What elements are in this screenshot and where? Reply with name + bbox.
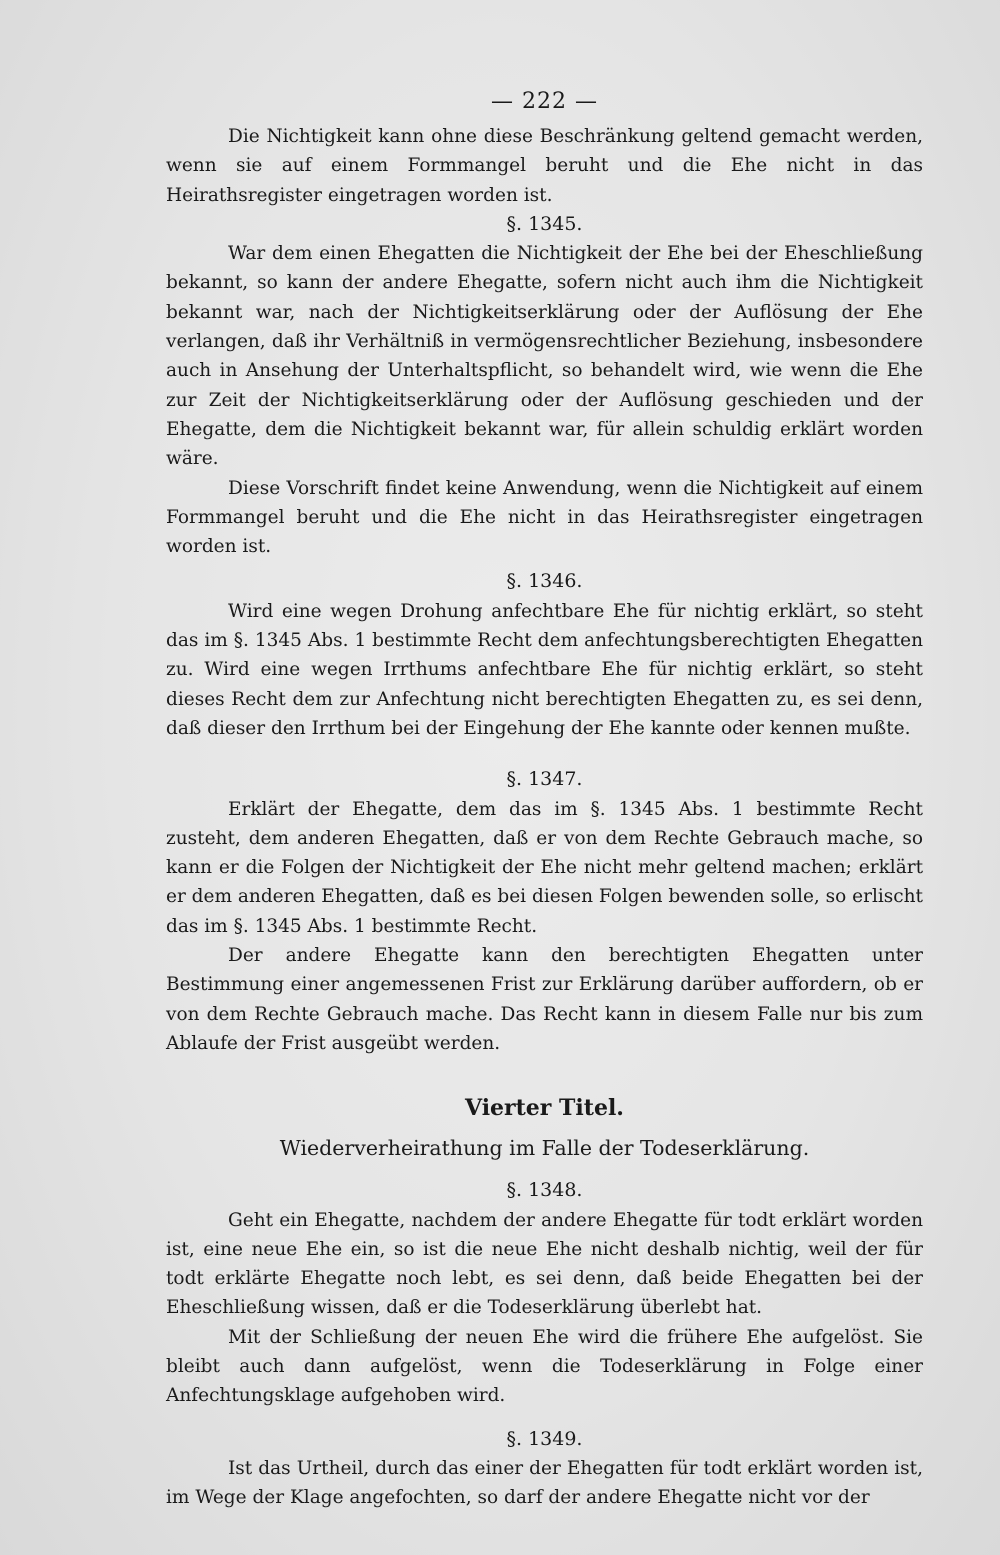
page-number: — 222 — (491, 89, 598, 114)
section-heading-1346: §. 1346. (506, 570, 583, 593)
section-1348-paragraph-2: Mit der Schließung der neuen Ehe wird die frühere Ehe aufgelöst. Sie bleibt auch dann aufgelöst, wenn die Todeserklärung in Folge einer Anfechtungsklage aufgehoben wird. (166, 1326, 923, 1407)
section-heading-1347: §. 1347. (506, 768, 583, 791)
section-1348-paragraph-1: Geht ein Ehegatte, nachdem der andere Ehegatte für todt erklärt worden ist, eine neue Ehe ein, so ist die neue Ehe nicht deshalb nichtig, weil der für todt erklärte Ehegatte noch lebt, es sei denn, daß beide Ehegatten bei der Eheschließung wissen, daß er die Todeserklärung überlebt hat. (166, 1209, 923, 1319)
section-1346-paragraph-1: Wird eine wegen Drohung anfechtbare Ehe für nichtig erklärt, so steht das im §. 1345 Abs. 1 bestimmte Recht dem anfechtungsberechtigten Ehegatten zu. Wird eine wegen Irrthums anfechtbare Ehe für nichtig erklärt, so steht dieses Recht dem zur Anfechtung nicht berechtigten Ehegatten zu, es sei denn, daß dieser den Irrthum bei der Eingehung der Ehe kannte oder kennen mußte. (166, 600, 923, 739)
intro-paragraph: Die Nichtigkeit kann ohne diese Beschränkung geltend gemacht werden, wenn sie auf einem Formmangel beruht und die Ehe nicht in das Heirathsregister eingetragen worden ist. (166, 126, 923, 206)
section-heading-1345: §. 1345. (506, 212, 583, 235)
title-heading: Vierter Titel. (465, 1095, 624, 1122)
section-1345-paragraph-2: Diese Vorschrift findet keine Anwendung, wenn die Nichtigkeit auf einem Formmangel beruht und die Ehe nicht in das Heirathsregister eingetragen worden ist. (166, 477, 923, 558)
title-subheading: Wiederverheirathung im Falle der Todeserklärung. (279, 1136, 810, 1161)
section-heading-1349: §. 1349. (506, 1427, 583, 1450)
section-heading-1348: §. 1348. (506, 1179, 583, 1202)
text-block (166, 82, 923, 1512)
section-1347-paragraph-2: Der andere Ehegatte kann den berechtigten Ehegatten unter Bestimmung einer angemessenen Frist zur Erklärung darüber auffordern, ob er von dem Rechte Gebrauch mache. Das Recht kann in diesem Falle nur bis zum Ablaufe der Frist ausgeübt werden. (166, 945, 923, 1054)
section-1345-paragraph-1: War dem einen Ehegatten die Nichtigkeit der Ehe bei der Eheschließung bekannt, so kann der andere Ehegatte, sofern nicht auch ihm die Nichtigkeit bekannt war, nach der Nichtigkeitserklärung oder der Auflösung der Ehe verlangen, daß ihr Verhältniß in vermögensrechtlicher Beziehung, insbesondere auch in Ansehung der Unterhaltspflicht, so behandelt wird, wie wenn die Ehe zur Zeit der Nichtigkeitserklärung oder der Auflösung geschieden und der Ehegatte, dem die Nichtigkeit bekannt war, für allein schuldig erklärt worden wäre. (166, 243, 923, 470)
section-1347-paragraph-1: Erklärt der Ehegatte, dem das im §. 1345 Abs. 1 bestimmte Recht zusteht, dem anderen Ehegatten, daß er von dem Rechte Gebrauch mache, so kann er die Folgen der Nichtigkeit der Ehe nicht mehr geltend machen; erklärt er dem anderen Ehegatten, daß es bei diesen Folgen bewenden solle, so erlischt das im §. 1345 Abs. 1 bestimmte Recht. (166, 798, 923, 937)
section-1349-paragraph-1: Ist das Urtheil, durch das einer der Ehegatten für todt erklärt worden ist, im Wege der Klage angefochten, so darf der andere Ehegatte nicht vor der (166, 1457, 923, 1509)
